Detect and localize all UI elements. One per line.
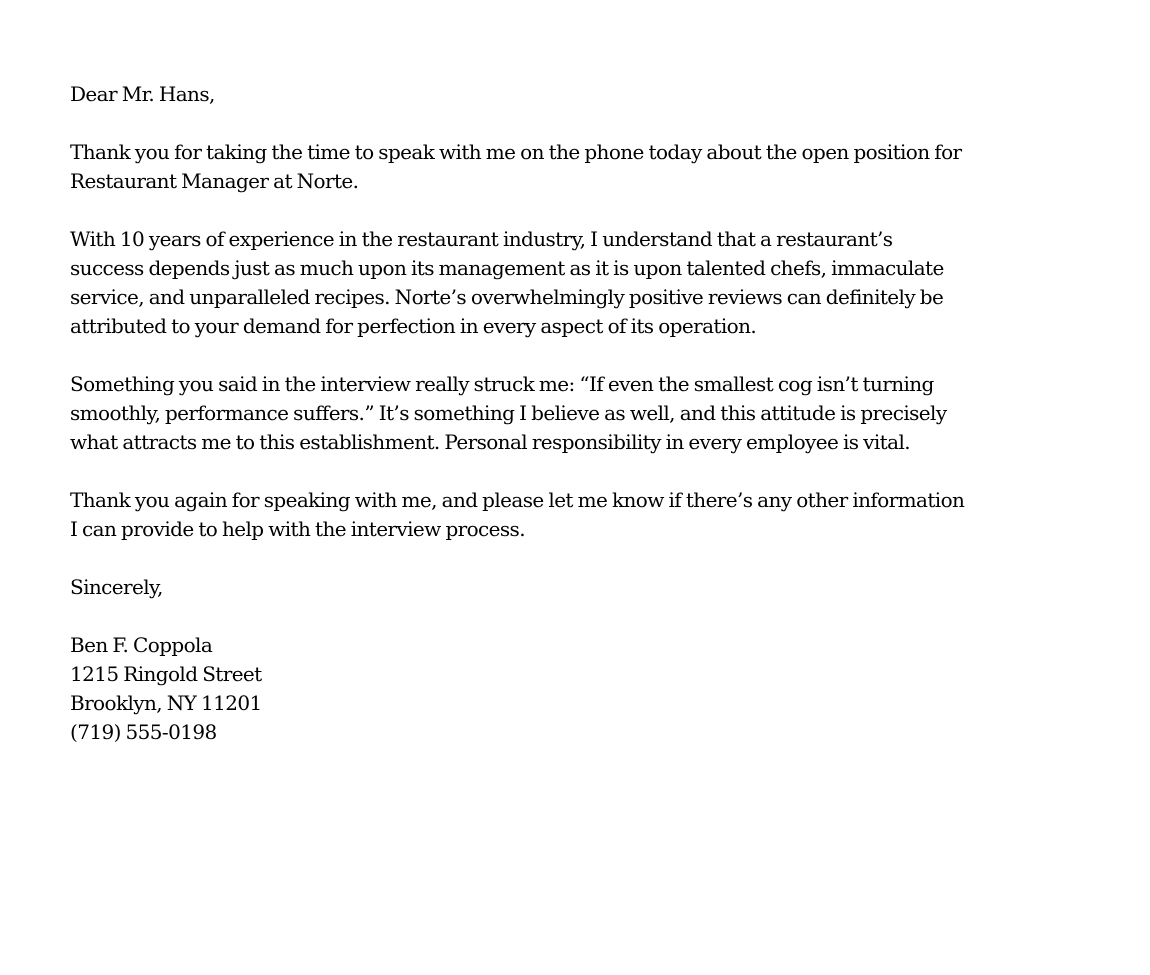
paragraph-line: attributed to your demand for perfection in every aspect of its operation. <box>70 314 757 338</box>
paragraph-line: With 10 years of experience in the restaurant industry, I understand that a restaurant’s <box>70 227 893 251</box>
paragraph-line: Thank you for taking the time to speak with me on the phone today about the open position for <box>70 140 962 164</box>
paragraph-1 <box>70 138 1080 196</box>
spacer <box>70 544 1080 573</box>
signature-street: 1215 Ringold Street <box>70 662 262 686</box>
paragraph-line: Thank you again for speaking with me, and please let me know if there’s any other information <box>70 488 965 512</box>
paragraph-line: Restaurant Manager at Norte. <box>70 169 359 193</box>
paragraph-4 <box>70 486 1080 544</box>
signature-block <box>70 631 1080 747</box>
paragraph-line: service, and unparalleled recipes. Norte’s overwhelmingly positive reviews can definitely be <box>70 285 944 309</box>
salutation: Dear Mr. Hans, <box>70 82 215 106</box>
paragraph-line: I can provide to help with the interview process. <box>70 517 525 541</box>
closing: Sincerely, <box>70 575 163 599</box>
spacer <box>70 457 1080 486</box>
paragraph-line: success depends just as much upon its management as it is upon talented chefs, immaculate <box>70 256 944 280</box>
spacer <box>70 602 1080 631</box>
letter-body <box>70 80 1080 747</box>
paragraph-line: Something you said in the interview really struck me: “If even the smallest cog isn’t turning <box>70 372 934 396</box>
spacer <box>70 341 1080 370</box>
spacer <box>70 109 1080 138</box>
paragraph-2 <box>70 225 1080 341</box>
paragraph-line: smoothly, performance suffers.” It’s something I believe as well, and this attitude is precisely <box>70 401 947 425</box>
signature-name: Ben F. Coppola <box>70 633 213 657</box>
spacer <box>70 196 1080 225</box>
paragraph-3 <box>70 370 1080 457</box>
signature-city: Brooklyn, NY 11201 <box>70 691 262 715</box>
signature-phone: (719) 555-0198 <box>70 720 217 744</box>
paragraph-line: what attracts me to this establishment. Personal responsibility in every employee is vital. <box>70 430 910 454</box>
